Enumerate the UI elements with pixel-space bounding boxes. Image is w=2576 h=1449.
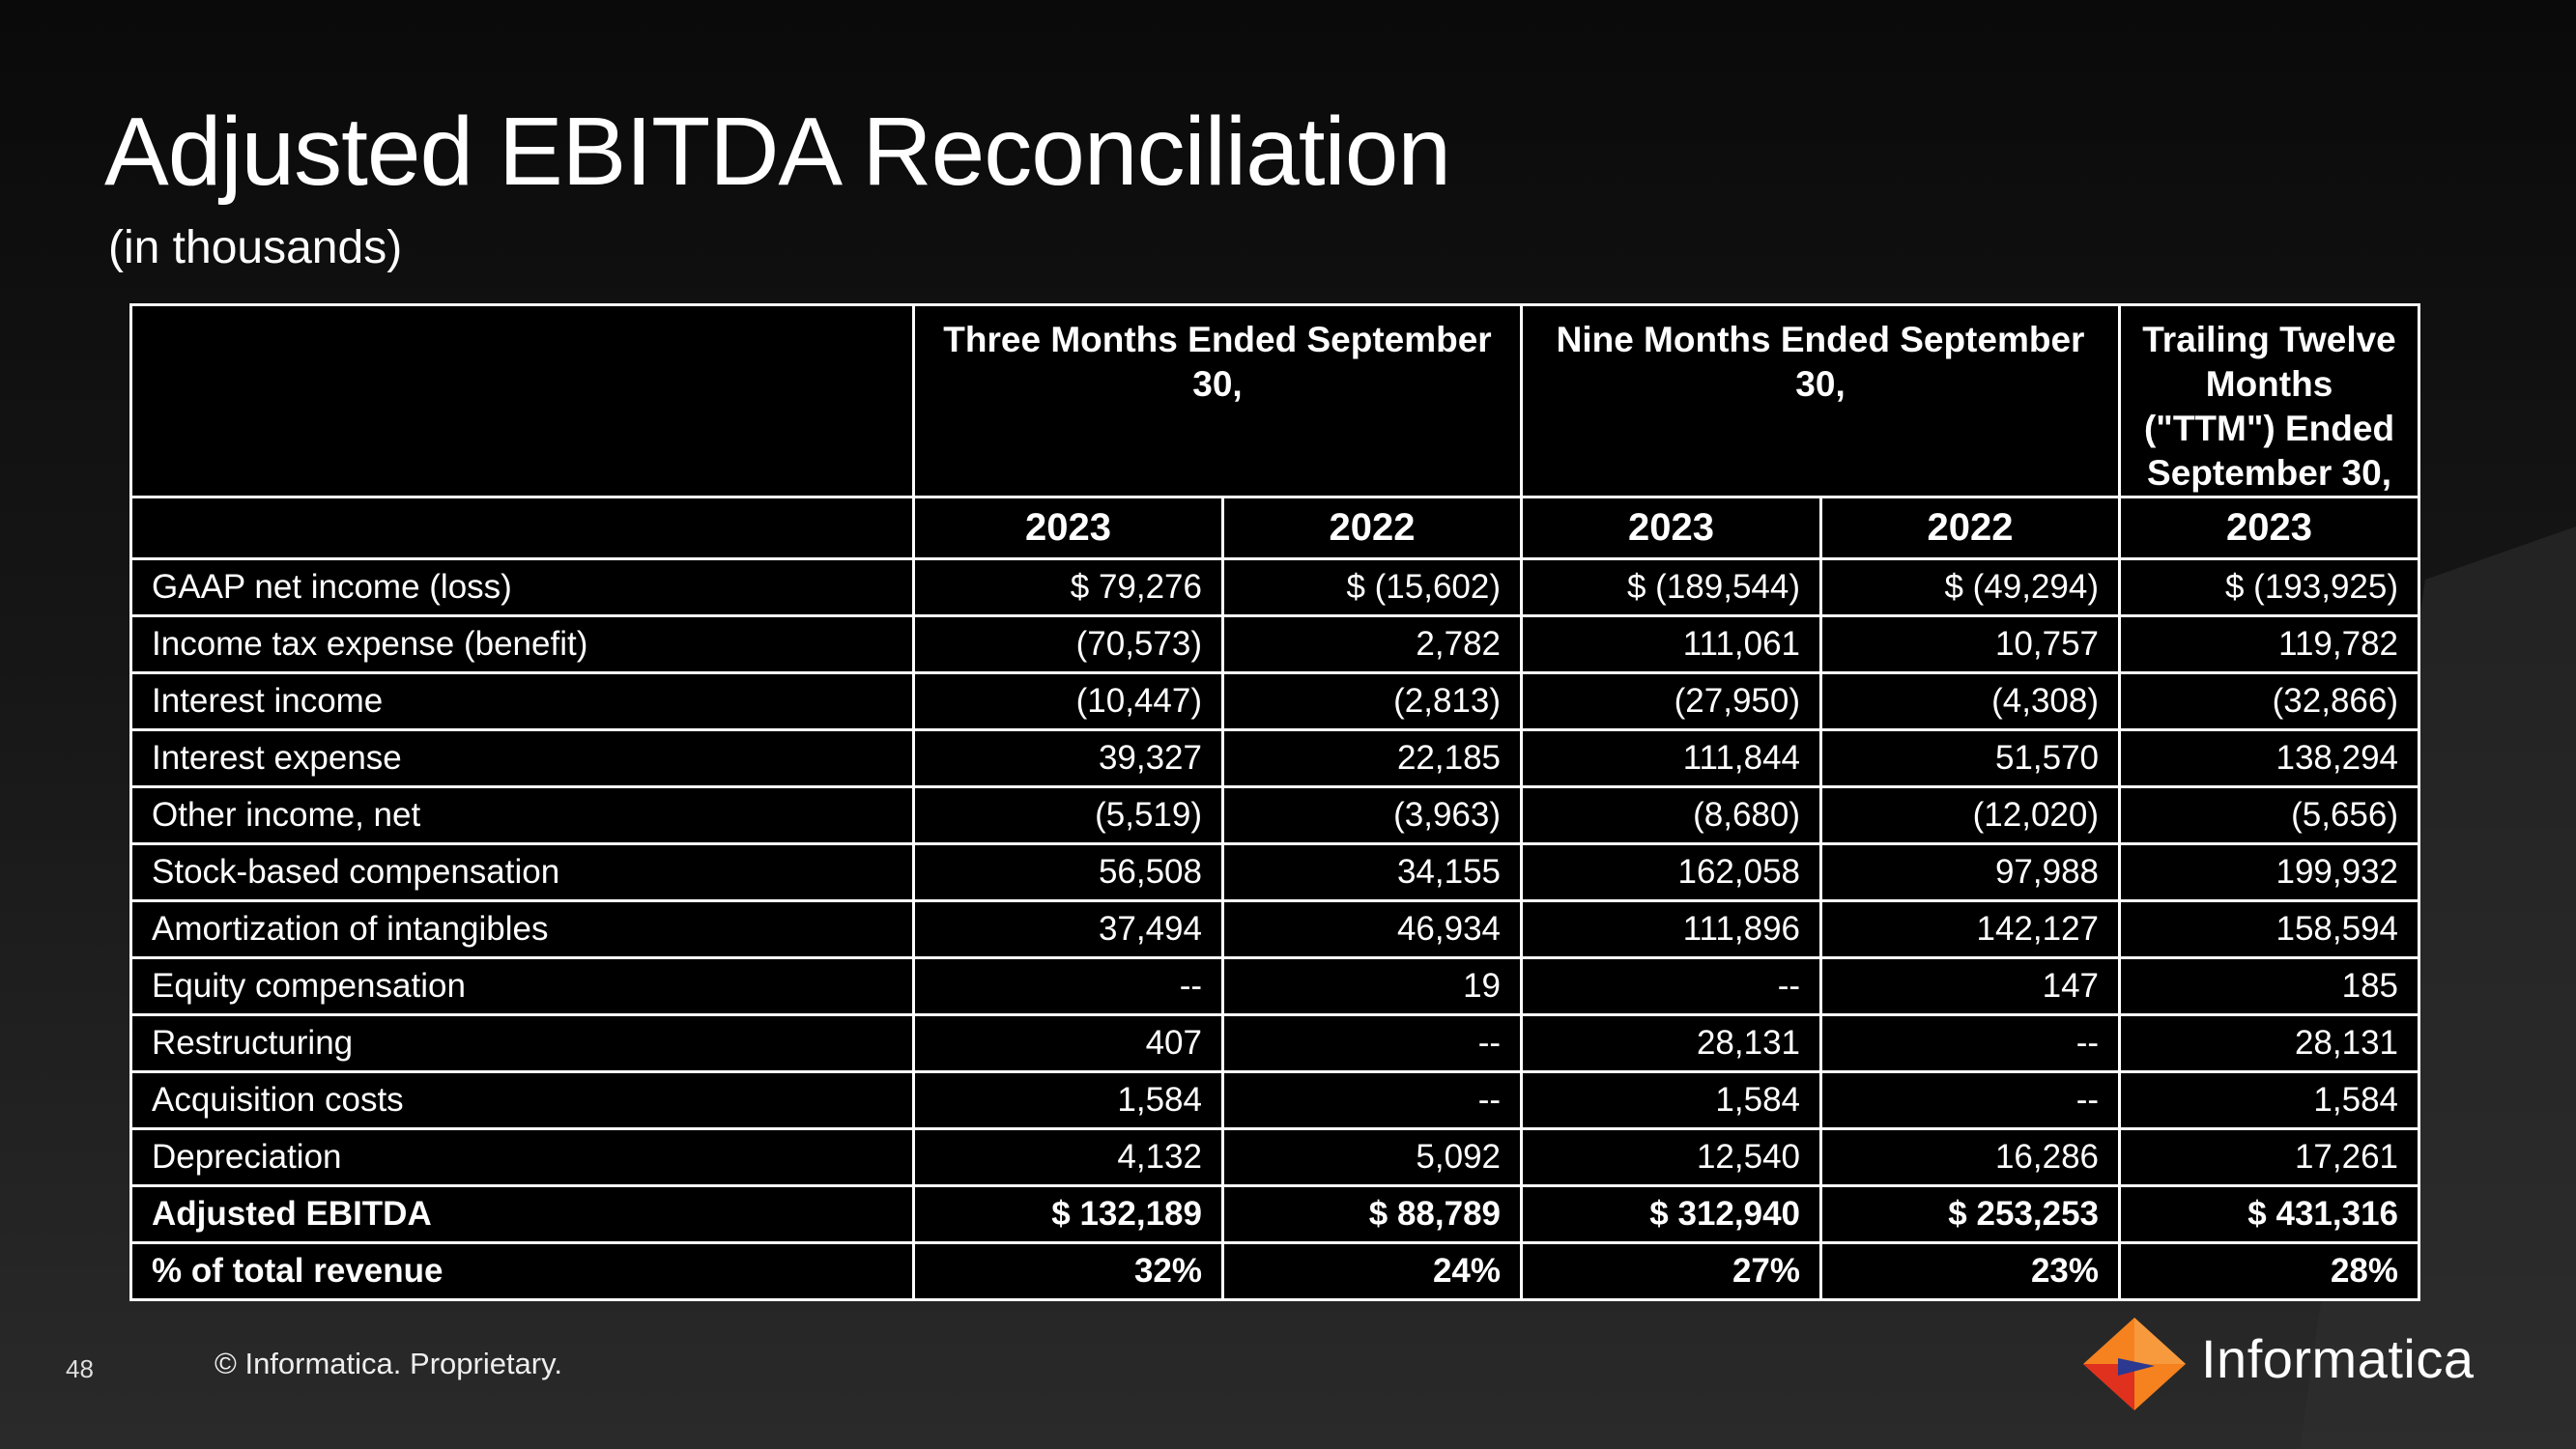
cell-value: 4,132 [914,1128,1223,1185]
row-label: Stock-based compensation [131,843,914,900]
table-row [131,1014,2419,1071]
row-label: Restructuring [131,1014,914,1071]
year-header-row [131,497,2419,558]
cell-value: -- [1522,957,1821,1014]
cell-value: 138,294 [2120,729,2419,786]
cell-value: (2,813) [1223,672,1522,729]
cell-value: 162,058 [1522,843,1821,900]
cell-value: $ (189,544) [1522,558,1821,615]
table-row [131,729,2419,786]
year-header: 2023 [914,497,1223,558]
table-row [131,843,2419,900]
cell-value: 2,782 [1223,615,1522,672]
cell-value: 5,092 [1223,1128,1522,1185]
cell-value: $ 312,940 [1522,1185,1821,1242]
cell-value: 12,540 [1522,1128,1821,1185]
cell-value: 1,584 [2120,1071,2419,1128]
table-row-percent [131,1242,2419,1299]
cell-value: -- [1223,1014,1522,1071]
cell-value: (12,020) [1821,786,2120,843]
cell-value: 119,782 [2120,615,2419,672]
cell-value: (5,519) [914,786,1223,843]
cell-value: $ (15,602) [1223,558,1522,615]
cell-value: 142,127 [1821,900,2120,957]
page-title: Adjusted EBITDA Reconciliation [104,98,1450,206]
table-row [131,957,2419,1014]
cell-value: $ 431,316 [2120,1185,2419,1242]
cell-value: 37,494 [914,900,1223,957]
row-label: Interest income [131,672,914,729]
cell-value: 16,286 [1821,1128,2120,1185]
page-number: 48 [66,1354,94,1383]
cell-value: (27,950) [1522,672,1821,729]
cell-value: -- [1821,1071,2120,1128]
cell-value: 158,594 [2120,900,2419,957]
cell-value: 111,896 [1522,900,1821,957]
cell-value: 28,131 [1522,1014,1821,1071]
year-header: 2022 [1223,497,1522,558]
table-row-total [131,1185,2419,1242]
cell-value: (10,447) [914,672,1223,729]
cell-value: 1,584 [914,1071,1223,1128]
cell-value: 28,131 [2120,1014,2419,1071]
cell-value: $ 88,789 [1223,1185,1522,1242]
cell-value: 34,155 [1223,843,1522,900]
row-label: GAAP net income (loss) [131,558,914,615]
cell-value: 46,934 [1223,900,1522,957]
row-label: Depreciation [131,1128,914,1185]
cell-value: 51,570 [1821,729,2120,786]
cell-value: $ (49,294) [1821,558,2120,615]
year-header: 2023 [1522,497,1821,558]
cell-value: 56,508 [914,843,1223,900]
cell-value: (8,680) [1522,786,1821,843]
table-row [131,672,2419,729]
cell-value: $ 79,276 [914,558,1223,615]
cell-value: 147 [1821,957,2120,1014]
cell-value: -- [914,957,1223,1014]
cell-value: 199,932 [2120,843,2419,900]
cell-value: 17,261 [2120,1128,2419,1185]
table-row [131,1128,2419,1185]
page-subtitle: (in thousands) [108,222,403,273]
row-label: Income tax expense (benefit) [131,615,914,672]
group-header-row [131,305,2419,497]
cell-value: 111,844 [1522,729,1821,786]
ebitda-reconciliation-table [129,303,2420,1301]
cell-value: 28% [2120,1242,2419,1299]
year-corner-cell [131,497,914,558]
cell-value: (32,866) [2120,672,2419,729]
table-row [131,900,2419,957]
row-label: Equity compensation [131,957,914,1014]
copyright-notice: © Informatica. Proprietary. [215,1347,562,1380]
cell-value: 407 [914,1014,1223,1071]
cell-value: 32% [914,1242,1223,1299]
cell-value: 97,988 [1821,843,2120,900]
informatica-logo [2081,1316,2487,1412]
cell-value: -- [1223,1071,1522,1128]
cell-value: 185 [2120,957,2419,1014]
table-row [131,558,2419,615]
cell-value: 111,061 [1522,615,1821,672]
cell-value: $ 253,253 [1821,1185,2120,1242]
cell-value: -- [1821,1014,2120,1071]
table-row [131,615,2419,672]
informatica-logo-icon [2081,1316,2188,1412]
cell-value: (3,963) [1223,786,1522,843]
year-header: 2023 [2120,497,2419,558]
header-three-months: Three Months Ended September 30, [914,305,1522,497]
cell-value: 22,185 [1223,729,1522,786]
cell-value: 23% [1821,1242,2120,1299]
cell-value: (5,656) [2120,786,2419,843]
year-header: 2022 [1821,497,2120,558]
cell-value: 19 [1223,957,1522,1014]
header-corner-cell [131,305,914,497]
cell-value: 27% [1522,1242,1821,1299]
row-label: Other income, net [131,786,914,843]
cell-value: 39,327 [914,729,1223,786]
logo-wordmark: Informatica [2201,1328,2475,1389]
cell-value: 1,584 [1522,1071,1821,1128]
cell-value: (70,573) [914,615,1223,672]
row-label: Amortization of intangibles [131,900,914,957]
row-label: Acquisition costs [131,1071,914,1128]
cell-value: $ 132,189 [914,1185,1223,1242]
table-row [131,1071,2419,1128]
row-label: Interest expense [131,729,914,786]
cell-value: 24% [1223,1242,1522,1299]
cell-value: 10,757 [1821,615,2120,672]
row-label: Adjusted EBITDA [131,1185,914,1242]
table-row [131,786,2419,843]
row-label: % of total revenue [131,1242,914,1299]
header-ttm: Trailing Twelve Months ("TTM") Ended September 30, [2120,305,2419,497]
cell-value: (4,308) [1821,672,2120,729]
header-nine-months: Nine Months Ended September 30, [1522,305,2120,497]
cell-value: $ (193,925) [2120,558,2419,615]
